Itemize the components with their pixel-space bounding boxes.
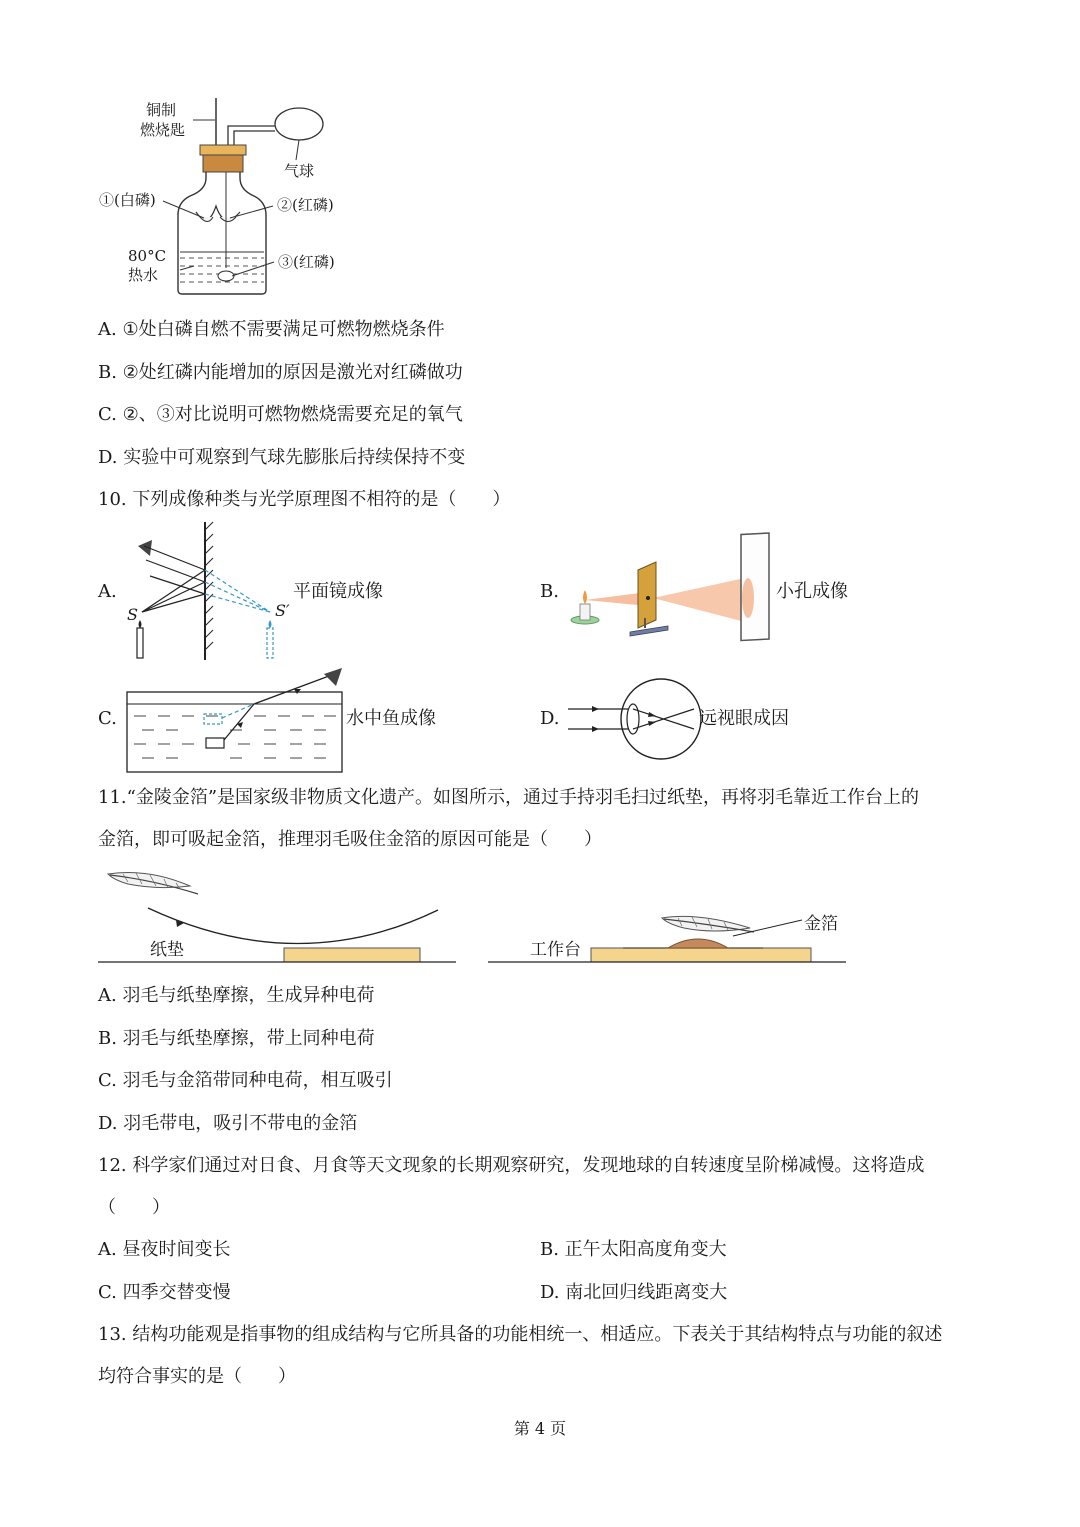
q10-stem: 10. 下列成像种类与光学原理图不相符的是（ ） [98, 489, 511, 510]
label-balloon: 气球 [284, 162, 315, 180]
q12-stem-line1: 12. 科学家们通过对日食、月食等天文现象的长期观察研究，发现地球的自转速度呈阶梯减慢。这将造成 [98, 1155, 925, 1176]
q10-a-s-prime: S′ [275, 601, 290, 620]
label-temperature: 80°C [128, 247, 167, 265]
q11-stem-line1: 11.“金陵金箔”是国家级非物质文化遗产。如图所示，通过手持羽毛扫过纸垫，再将羽毛靠近工作台上的 [98, 787, 920, 808]
q9-option-a: A. ①处白磷自燃不需要满足可燃物燃烧条件 [98, 319, 445, 340]
q9-option-d: D. 实验中可观察到气球先膨胀后持续保持不变 [98, 447, 466, 468]
label-hot-water: 热水 [128, 266, 159, 284]
fish-in-water-diagram [124, 660, 354, 775]
q12-stem-line2: （ ） [98, 1197, 170, 1218]
label-copper-spoon-line2: 燃烧匙 [140, 121, 186, 139]
label-copper-spoon-line1: 铜制 [146, 101, 177, 119]
farsighted-eye-diagram [566, 676, 706, 766]
q10-d-letter: D. [540, 708, 560, 729]
q12-option-b: B. 正午太阳高度角变大 [540, 1239, 727, 1260]
q12-option-d: D. 南北回归线距离变大 [540, 1282, 728, 1303]
label-white-phosphorus: ①(白磷) [99, 191, 156, 209]
q9-option-c: C. ②、③对比说明可燃物燃烧需要充足的氧气 [98, 404, 463, 425]
q9-option-b: B. ②处红磷内能增加的原因是激光对红磷做功 [98, 362, 463, 383]
q10-a-letter: A. [98, 581, 117, 602]
q10-b-letter: B. [540, 581, 559, 602]
plane-mirror-diagram [120, 520, 320, 670]
q13-stem-line1: 13. 结构功能观是指事物的组成结构与它所具备的功能相统一、相适应。下表关于其结构特点与功能的叙述 [98, 1324, 943, 1345]
label-workbench: 工作台 [530, 940, 581, 960]
q10-c-caption: 水中鱼成像 [346, 708, 436, 729]
q10-c-letter: C. [98, 708, 117, 729]
q11-option-a: A. 羽毛与纸垫摩擦，生成异种电荷 [98, 985, 375, 1006]
q12-option-a: A. 昼夜时间变长 [98, 1239, 231, 1260]
q13-stem-line2: 均符合事实的是（ ） [98, 1366, 296, 1387]
q10-b-caption: 小孔成像 [776, 581, 848, 602]
pinhole-diagram [560, 540, 790, 650]
q11-option-d: D. 羽毛带电，吸引不带电的金箔 [98, 1113, 358, 1134]
q10-a-s: S [127, 605, 138, 624]
q10-a-caption: 平面镜成像 [293, 581, 383, 602]
q11-option-c: C. 羽毛与金箔带同种电荷，相互吸引 [98, 1070, 393, 1091]
page-number: 第 4 页 [513, 1419, 567, 1438]
bottle-apparatus-diagram [0, 0, 1080, 320]
label-paper-pad: 纸垫 [150, 940, 184, 960]
q12-option-c: C. 四季交替变慢 [98, 1282, 231, 1303]
q10-d-caption: 远视眼成因 [699, 708, 789, 729]
q11-option-b: B. 羽毛与纸垫摩擦，带上同种电荷 [98, 1028, 375, 1049]
label-gold-foil: 金箔 [804, 914, 838, 934]
q11-stem-line2: 金箔，即可吸起金箔，推理羽毛吸住金箔的原因可能是（ ） [98, 829, 602, 850]
label-red-phosphorus-3: ③(红磷) [278, 253, 335, 271]
label-red-phosphorus-2: ②(红磷) [277, 196, 334, 214]
